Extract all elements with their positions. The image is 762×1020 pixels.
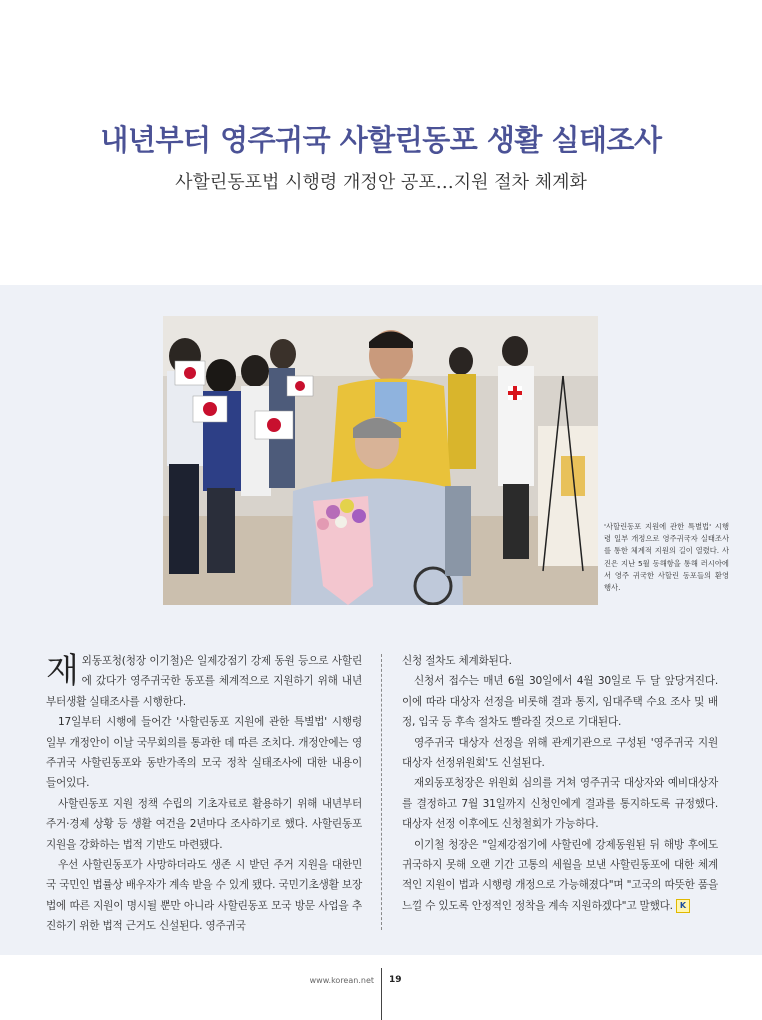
article-subtitle: 사할린동포법 시행령 개정안 공포…지원 절차 체계화 xyxy=(175,172,587,193)
paragraph-text: 이기철 청장은 "일제강점기에 사할린에 강제동원된 뒤 해방 후에도 귀국하지 못해 오랜 기간 고통의 세월을 보낸 사할린동포에 대한 체계적인 지원이 법과 시행령 개정으로 가능해졌다"며 "고국의 따뜻한 품을 느낄 수 있도록 안정적인 정착을 계속 지원하겠다"고 말했다. xyxy=(402,838,718,912)
paragraph: 사할린동포 지원 정책 수립의 기초자료로 활용하기 위해 내년부터 주거·경제 상황 등 생활 여건을 2년마다 조사하기로 했다. 사할린동포 지원을 강화하는 법적 기반도 마련됐다. xyxy=(46,797,362,851)
paragraph-final xyxy=(402,835,718,917)
article-header xyxy=(0,0,762,285)
paragraph: 재외동포청장은 위원회 심의를 거쳐 영주귀국 대상자와 예비대상자를 결정하고 7월 31일까지 신청인에게 결과를 통지하도록 규정했다. 대상자 선정 이후에도 신청철회가 가능하다. xyxy=(402,777,718,831)
footer-divider xyxy=(381,968,382,1020)
column-divider xyxy=(381,654,382,930)
footer-site: www.korean.net xyxy=(309,976,374,985)
photo-caption: '사할린동포 지원에 관한 특별법' 시행령 일부 개정으로 영주귀국자 실태조사를 통한 체계적 지원의 길이 열렸다. 사진은 지난 5월 동해항을 통해 러시아에서 영주 귀국한 사할린 동포들의 환영 행사. xyxy=(604,522,729,593)
body-column-left xyxy=(46,651,362,937)
paragraph: 영주귀국 대상자 선정을 위해 관계기관으로 구성된 '영주귀국 지원대상자 선정위원회'도 신설된다. xyxy=(402,736,718,770)
article-photo xyxy=(163,316,598,605)
paragraph-text: 외동포청(청장 이기철)은 일제강점기 강제 동원 등으로 사할린에 갔다가 영주귀국한 동포를 체계적으로 지원하기 위해 내년부터생활 실태조사를 시행한다. xyxy=(46,655,362,708)
photo-illustration xyxy=(163,316,598,605)
paragraph-lead xyxy=(46,651,362,712)
paragraph: 우선 사할린동포가 사망하더라도 생존 시 받던 주거 지원을 대한민국 국민인 법률상 배우자가 계속 받을 수 있게 됐다. 국민기초생활 보장법에 따른 지원이 명시될 뿐만 아니라 사할린동포 모국 방문 사업을 추진하기 위한 법적 근거도 신설된다. 영주귀국 xyxy=(46,859,362,933)
end-mark-icon: K xyxy=(676,899,690,913)
dropcap: 재 xyxy=(46,651,79,691)
paragraph: 신청 절차도 체계화된다. xyxy=(402,655,512,667)
article-title: 내년부터 영주귀국 사할린동포 생활 실태조사 xyxy=(100,123,662,157)
body-column-right xyxy=(402,651,718,916)
paragraph: 신청서 접수는 매년 6월 30일에서 4월 30일로 두 달 앞당겨진다. 이에 따라 대상자 선정을 비롯해 결과 통지, 임대주택 수요 조사 및 배정, 입국 등 후속 절차도 빨라질 것으로 기대된다. xyxy=(402,675,718,729)
paragraph: 17일부터 시행에 들어간 '사할린동포 지원에 관한 특별법' 시행령 일부 개정안이 이날 국무회의를 통과한 데 따른 조치다. 개정안에는 영주귀국 사할린동포와 동반가족의 모국 정착 실태조사에 대한 내용이 들어있다. xyxy=(46,716,362,790)
page-number: 19 xyxy=(389,975,402,985)
